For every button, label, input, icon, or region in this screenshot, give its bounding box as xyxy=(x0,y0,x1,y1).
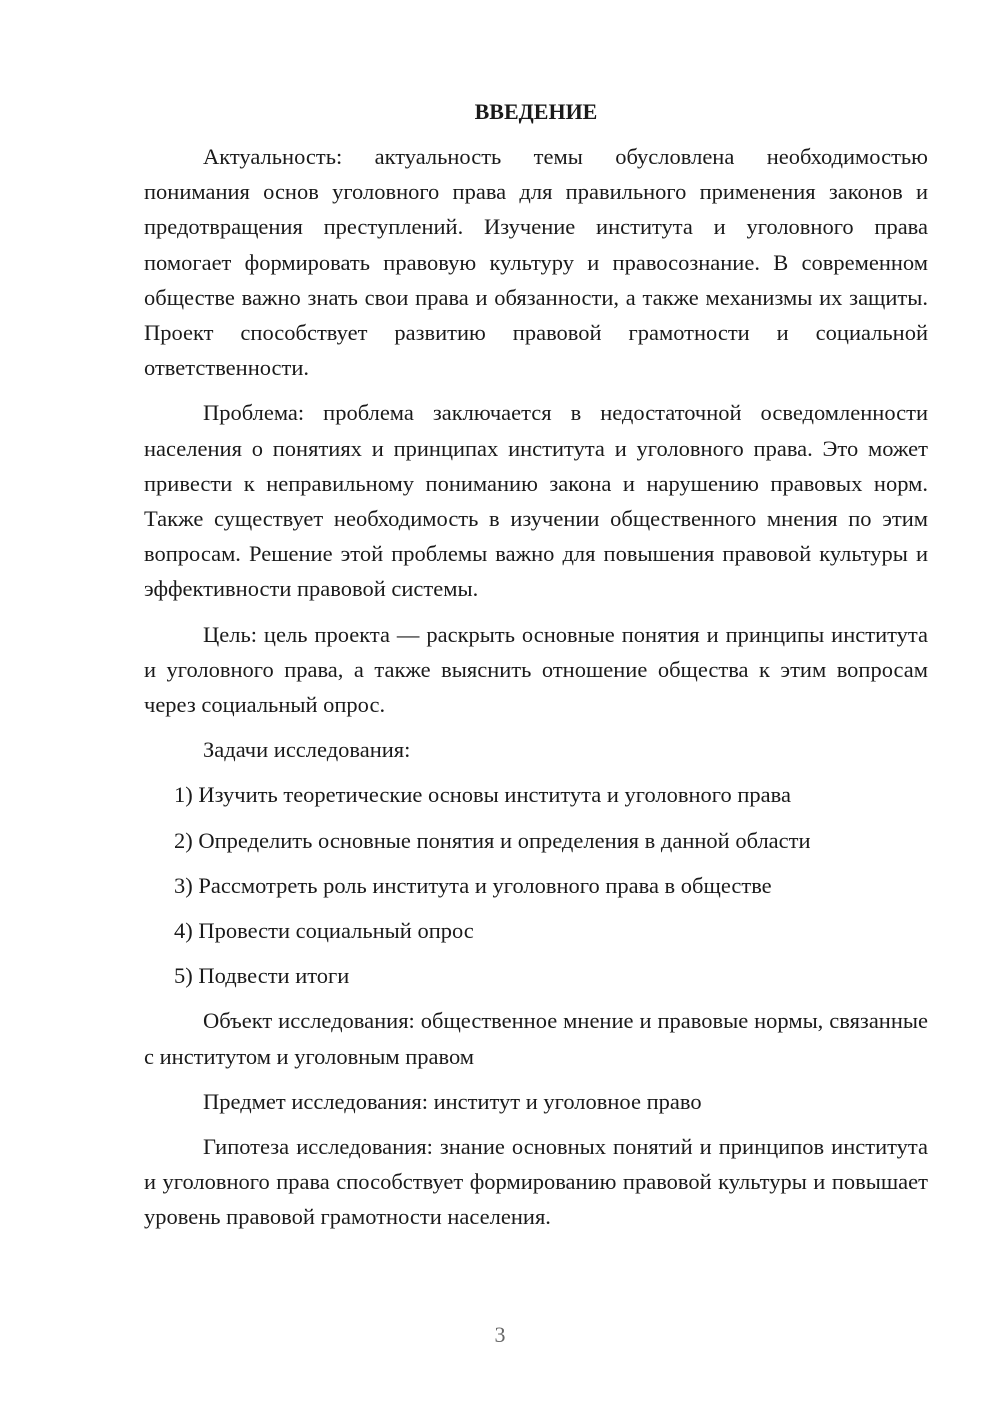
task-item-3: 3) Рассмотреть роль института и уголовного права в обществе xyxy=(174,872,772,898)
page-content xyxy=(144,94,928,1245)
tasks-heading: Задачи исследования: xyxy=(203,737,411,763)
page-number: 3 xyxy=(494,1322,506,1347)
paragraph-problem: Проблема: проблема заключается в недостаточной осведомленности населения о понятиях и принципах института и уголовного права. Это может привести к неправильному пониманию закона и нарушению правовых норм. Также существует необходимость в изучении общественного мнения по этим вопросам. Решение этой проблемы важно для повышения правовой культуры и эффективности правовой системы. xyxy=(144,400,928,602)
paragraph-relevance: Актуальность: актуальность темы обусловлена необходимостью понимания основ уголовного права для правильного применения законов и предотвращения преступлений. Изучение института и уголовного права помогает формировать правовую культуру и правосознание. В современном обществе важно знать свои права и обязанности, а также механизмы их защиты. Проект способствует развитию правовой грамотности и социальной ответственности. xyxy=(144,144,928,381)
paragraph-subject: Предмет исследования: институт и уголовное право xyxy=(203,1088,702,1114)
task-item-5: 5) Подвести итоги xyxy=(174,963,350,989)
paragraph-goal: Цель: цель проекта — раскрыть основные понятия и принципы института и уголовного права, а также выяснить отношение общества к этим вопросам через социальный опрос. xyxy=(144,621,928,718)
paragraph-object: Объект исследования: общественное мнение и правовые нормы, связанные с институтом и уголовным правом xyxy=(144,1008,928,1069)
page-title: ВВЕДЕНИЕ xyxy=(474,99,598,124)
task-item-2: 2) Определить основные понятия и определения в данной области xyxy=(174,827,811,853)
tasks-list xyxy=(144,777,928,993)
task-item-1: 1) Изучить теоретические основы института и уголовного права xyxy=(174,782,791,808)
paragraph-hypothesis: Гипотеза исследования: знание основных понятий и принципов института и уголовного права способствует формированию правовой культуры и повышает уровень правовой грамотности населения. xyxy=(144,1134,928,1230)
task-item-4: 4) Провести социальный опрос xyxy=(174,918,474,944)
